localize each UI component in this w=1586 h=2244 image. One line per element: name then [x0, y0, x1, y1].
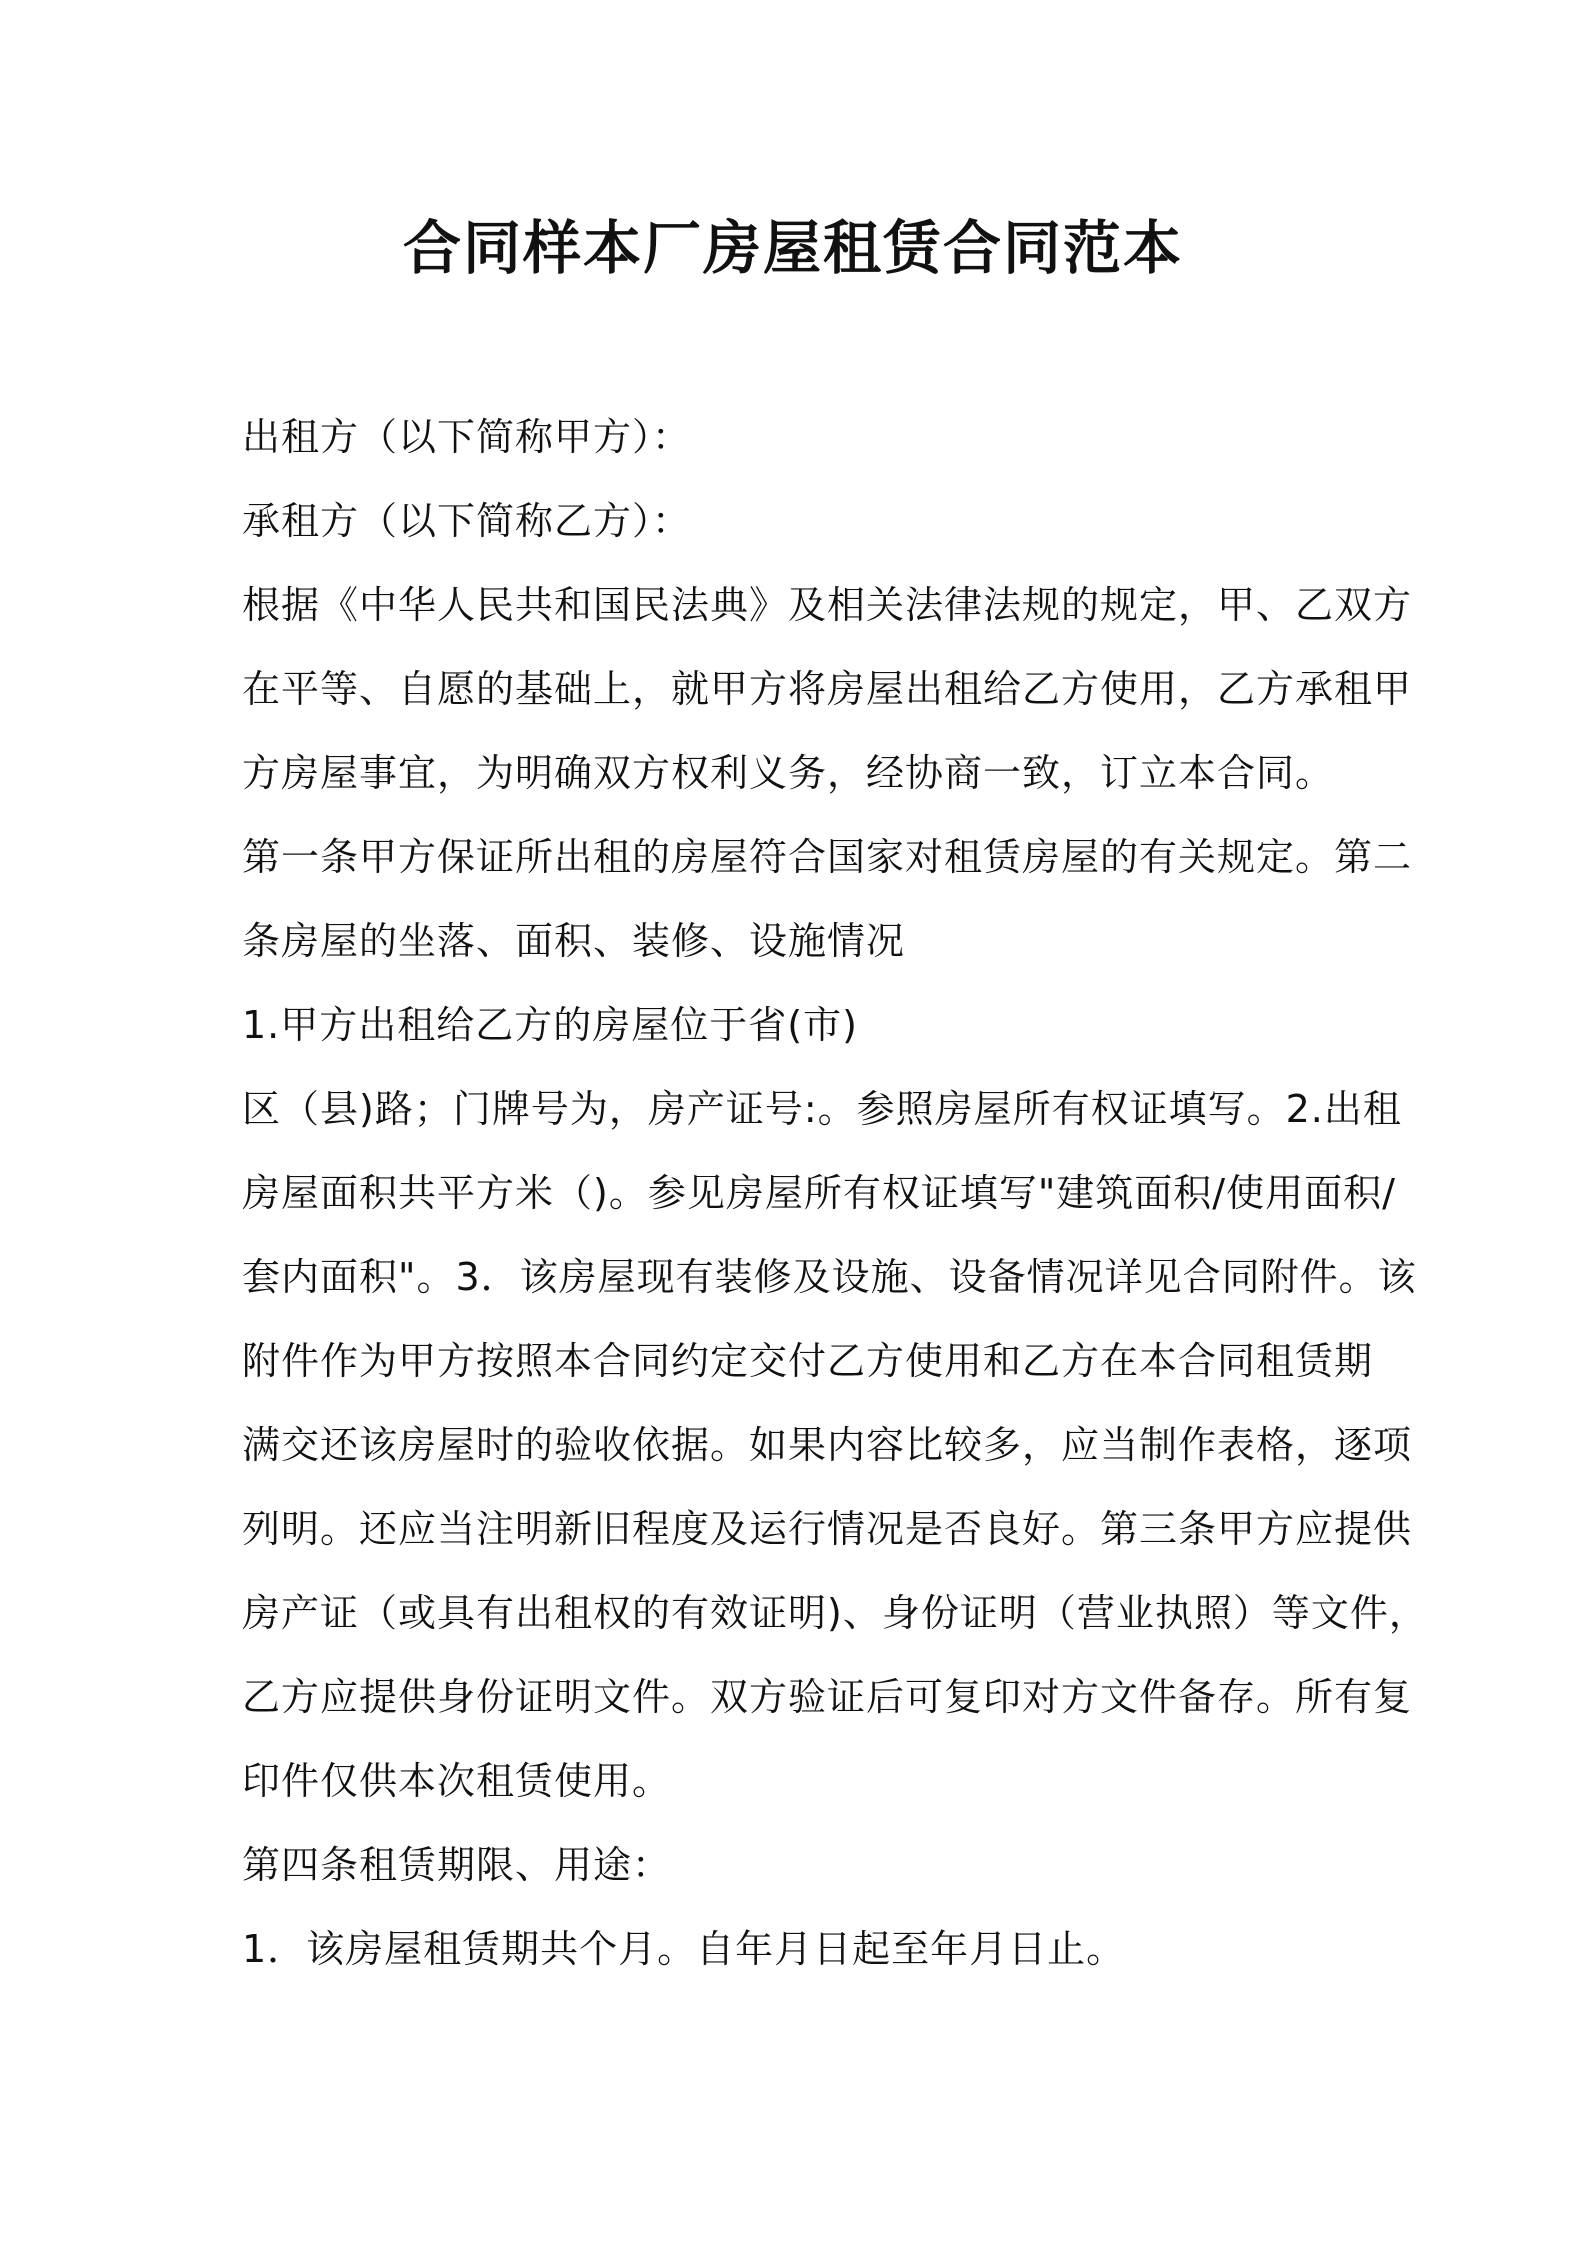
- text-line: 房屋面积共平方米（)。参见房屋所有权证填写"建筑面积/使用面积/: [242, 1171, 1396, 1215]
- text-line: 条房屋的坐落、面积、装修、设施情况: [242, 919, 906, 963]
- text-line: 方房屋事宜，为明确双方权利义务，经协商一致，订立本合同。: [242, 751, 1335, 795]
- text-line: 1.甲方出租给乙方的房屋位于省(市): [242, 1003, 858, 1047]
- text-line: 区（县)路；门牌号为，房产证号:。参照房屋所有权证填写。2.出租: [242, 1087, 1402, 1131]
- text-line: 房产证（或具有出租权的有效证明)、身份证明（营业执照）等文件，: [242, 1591, 1428, 1635]
- text-line-article-4: 第四条租赁期限、用途：: [242, 1843, 672, 1887]
- text-line: 印件仅供本次租赁使用。: [242, 1759, 672, 1803]
- text-line: 满交还该房屋时的验收依据。如果内容比较多，应当制作表格，逐项: [242, 1423, 1413, 1467]
- contract-body: [242, 395, 1428, 1991]
- text-line: 根据《中华人民共和国民法典》及相关法律法规的规定，甲、乙双方: [242, 583, 1413, 627]
- text-line: 列明。还应当注明新旧程度及运行情况是否良好。第三条甲方应提供: [242, 1507, 1413, 1551]
- text-line: 附件作为甲方按照本合同约定交付乙方使用和乙方在本合同租赁期: [242, 1339, 1374, 1383]
- text-line: 1．该房屋租赁期共个月。自年月日起至年月日止。: [242, 1927, 1126, 1971]
- text-line-party-a: 出租方（以下简称甲方）：: [242, 415, 692, 459]
- page-title: 合同样本厂房屋租赁合同范本: [402, 214, 1183, 282]
- text-line: 在平等、自愿的基础上，就甲方将房屋出租给乙方使用，乙方承租甲: [242, 667, 1413, 711]
- text-line-party-b: 承租方（以下简称乙方）：: [242, 499, 692, 543]
- text-line: 第一条甲方保证所出租的房屋符合国家对租赁房屋的有关规定。第二: [242, 835, 1413, 879]
- text-line: 乙方应提供身份证明文件。双方验证后可复印对方文件备存。所有复: [242, 1675, 1413, 1719]
- text-line: 套内面积"。3．该房屋现有装修及设施、设备情况详见合同附件。该: [242, 1255, 1417, 1299]
